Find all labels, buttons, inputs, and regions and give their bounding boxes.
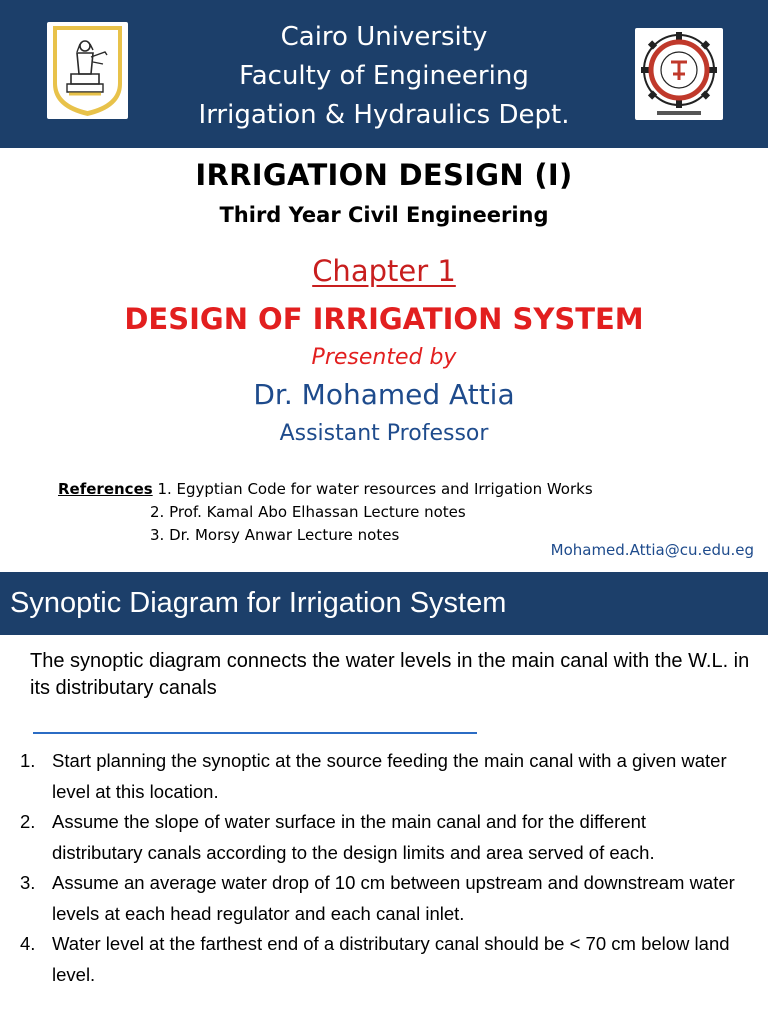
step-number: 4. bbox=[20, 933, 36, 954]
university-name: Cairo University bbox=[280, 22, 488, 52]
pharaoh-scribe-icon bbox=[47, 22, 128, 119]
step-text: Assume an average water drop of 10 cm between upstream and downstream water levels at each head regulator and each canal inlet. bbox=[52, 872, 735, 924]
step-number: 2. bbox=[20, 811, 36, 832]
chapter-heading bbox=[0, 254, 768, 288]
list-item bbox=[20, 807, 740, 868]
reference-item: References 1. Egyptian Code for water resources and Irrigation Works bbox=[58, 480, 593, 498]
gear-seal-icon bbox=[635, 28, 723, 120]
step-text: Water level at the farthest end of a distributary canal should be < 70 cm below land level. bbox=[52, 933, 730, 985]
synoptic-slide bbox=[0, 572, 768, 1024]
chapter-title: DESIGN OF IRRIGATION SYSTEM bbox=[124, 302, 644, 336]
reference-item: 2. Prof. Kamal Abo Elhassan Lecture notes bbox=[150, 503, 466, 521]
institution-header bbox=[150, 18, 618, 135]
list-item bbox=[20, 746, 740, 807]
steps-list bbox=[20, 746, 740, 990]
author-email: Mohamed.Attia@cu.edu.eg bbox=[550, 541, 754, 559]
step-text: Assume the slope of water surface in the main canal and for the different distributary canals according to the design limits and area served of each. bbox=[52, 811, 655, 863]
faculty-name: Faculty of Engineering bbox=[239, 61, 529, 91]
list-item bbox=[20, 929, 740, 990]
references-label: References bbox=[58, 480, 153, 498]
course-title: IRRIGATION DESIGN (I) bbox=[195, 158, 573, 192]
author-name: Dr. Mohamed Attia bbox=[253, 378, 515, 411]
faculty-of-engineering-logo bbox=[635, 28, 723, 120]
header-banner bbox=[0, 0, 768, 148]
section-divider bbox=[33, 732, 477, 734]
cairo-university-logo bbox=[47, 22, 128, 119]
reference-item: 3. Dr. Morsy Anwar Lecture notes bbox=[150, 526, 400, 544]
step-number: 1. bbox=[20, 750, 36, 771]
step-text: Start planning the synoptic at the source feeding the main canal with a given water level at this location. bbox=[52, 750, 727, 802]
references-block bbox=[58, 478, 593, 547]
presented-by-label: Presented by bbox=[311, 345, 457, 370]
author-role: Assistant Professor bbox=[279, 421, 489, 446]
intro-paragraph: The synoptic diagram connects the water levels in the main canal with the W.L. in its distributary canals bbox=[30, 650, 750, 699]
course-subtitle: Third Year Civil Engineering bbox=[219, 203, 549, 227]
step-number: 3. bbox=[20, 872, 36, 893]
list-item bbox=[20, 868, 740, 929]
slide-title: Synoptic Diagram for Irrigation System bbox=[10, 587, 507, 619]
department-name: Irrigation & Hydraulics Dept. bbox=[198, 100, 570, 130]
slide-title-banner bbox=[0, 572, 768, 635]
chapter-label: Chapter 1 bbox=[312, 254, 456, 288]
